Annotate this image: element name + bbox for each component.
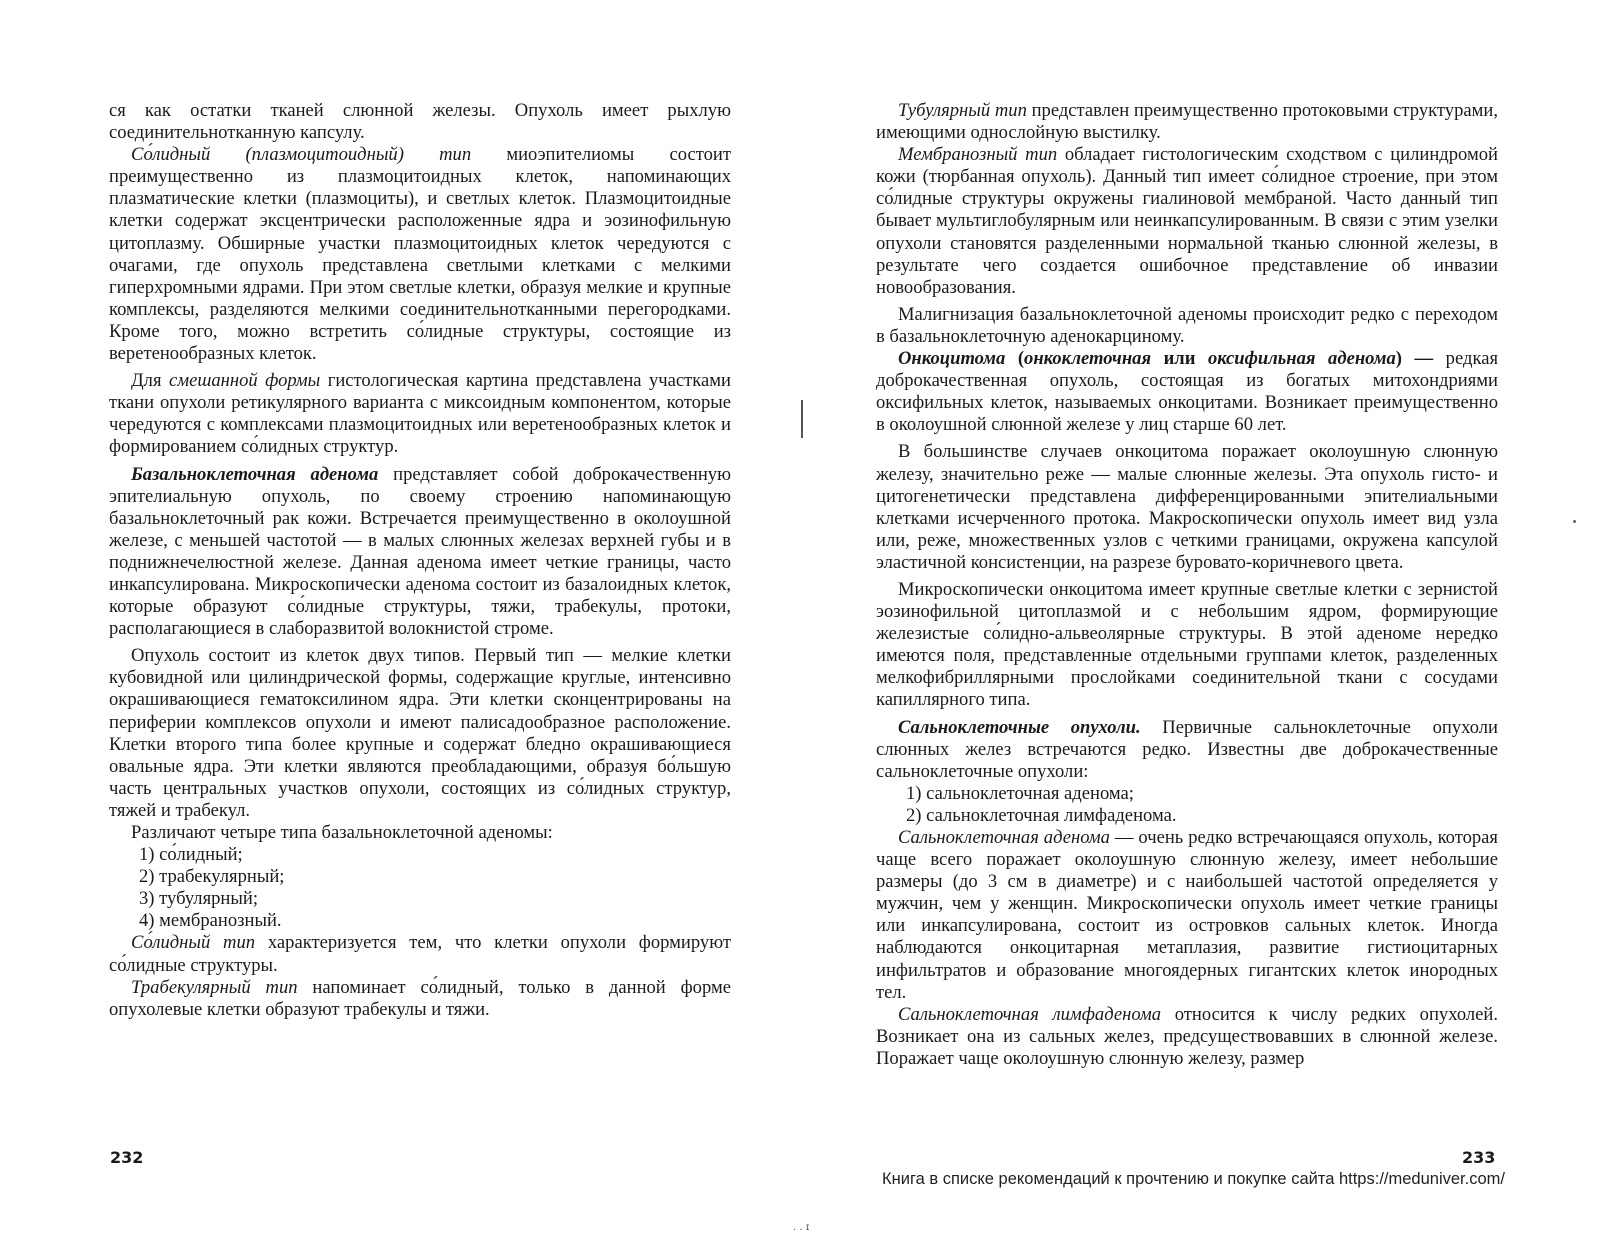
paragraph [876, 304, 1498, 348]
page-number-right: 233 [1462, 1148, 1496, 1167]
text-run: Трабекулярный тип [131, 976, 298, 998]
text-run: характеризуется тем, что клетки опухоли формируют со́лидные структуры. [109, 932, 731, 976]
paragraph [109, 910, 731, 932]
text-run: Со́лидный (плазмоцитоидный) тип [131, 144, 472, 166]
paragraph [109, 370, 731, 458]
text-run: относится к числу редких опухолей. Возникает она из сальных желез, предсуществовавших в слюнной железе. Поражает чаще околоушную слюнную железу, размер [876, 1003, 1498, 1069]
paragraph [876, 805, 1498, 827]
paragraph [109, 888, 731, 910]
paragraph [109, 464, 731, 641]
paragraph [109, 977, 731, 1021]
paragraph [876, 144, 1498, 299]
text-run: 1) со́лидный; [139, 844, 243, 866]
text-run: миоэпителиомы состоит преимущественно из плазмоцитоидных клеток, напоминающих плазматические клетки (плазмоциты), и светлых клеток. Плазмоцитоидные клетки содержат эксцентрически расположенные ядра и эозинофильную цитоплазму. Обширные участки плазмоцитоидных клеток чередуются с очагами, где опухоль представлена светлыми клетками с мелкими гиперхромными ядрами. При этом светлые клетки, образуя мелкие и крупные комплексы, разделяются мелкими соединительнотканными перегородками. Кроме того, можно встретить со́лидные структуры, состоящие из веретенообразных клеток. [109, 144, 731, 365]
text-run: обладает гистологическим сходством с цилиндромой кожи (тюрбанная опухоль). Данный тип имеет со́лидное строение, при этом со́лидные структуры окружены гиалиновой мембраной. Часто данный тип бывает мультиглобулярным или неинкапсулированным. В связи с этим узелки опухоли становятся разделенными нормальной тканью слюнной железы, в результате чего создается ошибочное представление об инвазии новообразования. [876, 144, 1499, 298]
text-run: Микроскопически онкоцитома имеет крупные светлые клетки с зернистой эозинофильной цитоплазмой и с небольшим ядром, формирующие железистые со́лидно-альвеолярные структуры. В этой аденоме нередко имеются поля, представленные отдельными группами клеток, разделенных мелкофибриллярными прослойками соединительной ткани с сосудами капиллярного типа. [876, 578, 1498, 711]
text-run: Для [131, 370, 169, 392]
text-run: Тубулярный тип [898, 100, 1027, 121]
text-run: Первичные сальноклеточные опухоли слюнных желез встречаются редко. Известны две доброкачественные сальноклеточные опухоли: [876, 716, 1498, 782]
text-run: Опухоль состоит из клеток двух типов. Первый тип — мелкие клетки кубовидной или цилиндрической формы, содержащие круглые, интенсивно окрашивающиеся гематоксилином ядра. Эти клетки сконцентрированы на периферии комплексов опухоли и имеют палисадообразное расположение. Клетки второго типа более крупные и содержат бледно окрашивающиеся овальные ядра. Эти клетки являются преобладающими, образуя бо́льшую часть центральных участков опухоли, состоящих из со́лидных структур, тяжей и трабекул. [109, 645, 731, 821]
scan-dot [1573, 520, 1576, 523]
text-run: Малигнизация базальноклеточной аденомы происходит редко с переходом в базальноклеточную аденокарциному. [876, 303, 1498, 347]
text-run: онкоклеточная [1024, 348, 1152, 370]
text-run: 3) тубулярный; [139, 888, 258, 910]
paragraph [876, 717, 1498, 783]
paragraph [109, 866, 731, 888]
text-run: Со́лидный тип [131, 932, 256, 954]
text-run: Базальноклеточная аденома [131, 463, 379, 485]
text-run: редкая доброкачественная опухоль, состоящая из богатых митохондриями оксифильных клеток, называемых онкоцитами. Возникает преимущественно в околоушной слюнной железе у лиц старше 60 лет. [876, 348, 1498, 436]
text-run: 2) трабекулярный; [139, 866, 285, 888]
paragraph [876, 348, 1498, 436]
paragraph [109, 645, 731, 822]
paragraph [109, 844, 731, 866]
paragraph [109, 932, 731, 976]
paragraph [876, 827, 1498, 1004]
left-page [109, 100, 731, 1021]
text-run: представлен преимущественно протоковыми структурами, имеющими однослойную выстилку. [876, 100, 1498, 144]
text-run: или [1151, 348, 1208, 370]
text-run: представляет собой доброкачественную эпителиальную опухоль, по своему строению напоминающую базальноклеточный рак кожи. Встречается преимущественно в околоушной железе, с меньшей частотой — в малых слюнных железах верхней губы и в поднижнечелюстной железе. Данная аденома имеет четкие границы, часто инкапсулирована. Микроскопически аденома состоит из базалоидных клеток, которые образуют со́лидные структуры, тяжи, трабекулы, протоки, располагающиеся в слаборазвитой волокнистой строме. [109, 463, 731, 640]
text-run: Сальноклеточная аденома [898, 827, 1110, 848]
text-run: Онкоцитома [898, 348, 1006, 370]
text-run: ( [1005, 348, 1025, 370]
text-run: — очень редко встречающаяся опухоль, которая чаще всего поражает околоушную слюнную железу, имеет небольшие размеры (до 3 см в диаметре) и с наибольшей частотой определяется у мужчин, чем у женщин. Микроскопически опухоль имеет четкие границы или инкапсулирована, состоит из островков сальных клеток. Иногда наблюдаются онкоцитарная метаплазия, развитие гистиоцитарных инфильтратов и образование многоядерных гигантских клеток инородных тел. [876, 827, 1498, 1003]
paragraph [876, 1004, 1498, 1070]
paragraph [876, 783, 1498, 805]
text-run: Сальноклеточные опухоли. [898, 716, 1141, 738]
text-run: Мембранозный тип [898, 144, 1058, 166]
text-run: напоминает со́лидный, только в данной форме опухолевые клетки образуют трабекулы и тяжи. [109, 976, 731, 1020]
text-run: гистологическая картина представлена участками ткани опухоли ретикулярного варианта с миксоидным компонентом, которые чередуются с комплексами плазмоцитоидных или веретенообразных клеток и формированием со́лидных структур. [109, 370, 731, 458]
text-run: 4) мембранозный. [139, 910, 282, 932]
bottom-scan-mark: . . ɪ [793, 1222, 810, 1233]
gutter-line [801, 400, 803, 438]
text-run: оксифильная аденома [1208, 348, 1396, 370]
text-run: ) — [1395, 348, 1434, 370]
paragraph [876, 441, 1498, 574]
text-run: Сальноклеточная лимфаденома [898, 1003, 1162, 1025]
text-run: 1) сальноклеточная аденома; [906, 782, 1134, 804]
text-run: смешанной формы [168, 370, 321, 392]
paragraph [876, 579, 1498, 712]
text-run: В большинстве случаев онкоцитома поражает околоушную слюнную железу, значительно реже — малые слюнные железы. Эта опухоль гисто- и цитогенетически представлена дифференцированными эпителиальными клетками исчерченного протока. Макроскопически опухоль имеет вид узла или, реже, множественных узлов с четкими границами, окружена капсулой эластичной консистенции, на разрезе буровато-коричневого цвета. [876, 441, 1498, 573]
right-page [876, 100, 1498, 1070]
paragraph [109, 144, 731, 365]
paragraph [109, 100, 731, 144]
text-run: 2) сальноклеточная лимфаденома. [906, 804, 1177, 826]
paragraph [109, 822, 731, 844]
paragraph [876, 100, 1498, 144]
watermark-text: Книга в списке рекомендаций к прочтению и покупке сайта https://meduniver.com/ [882, 1170, 1505, 1188]
page-number-left: 232 [110, 1148, 144, 1167]
text-run: ся как остатки тканей слюнной железы. Опухоль имеет рыхлую соединительнотканную капсулу. [109, 100, 731, 144]
text-run: Различают четыре типа базальноклеточной аденомы: [131, 822, 553, 843]
